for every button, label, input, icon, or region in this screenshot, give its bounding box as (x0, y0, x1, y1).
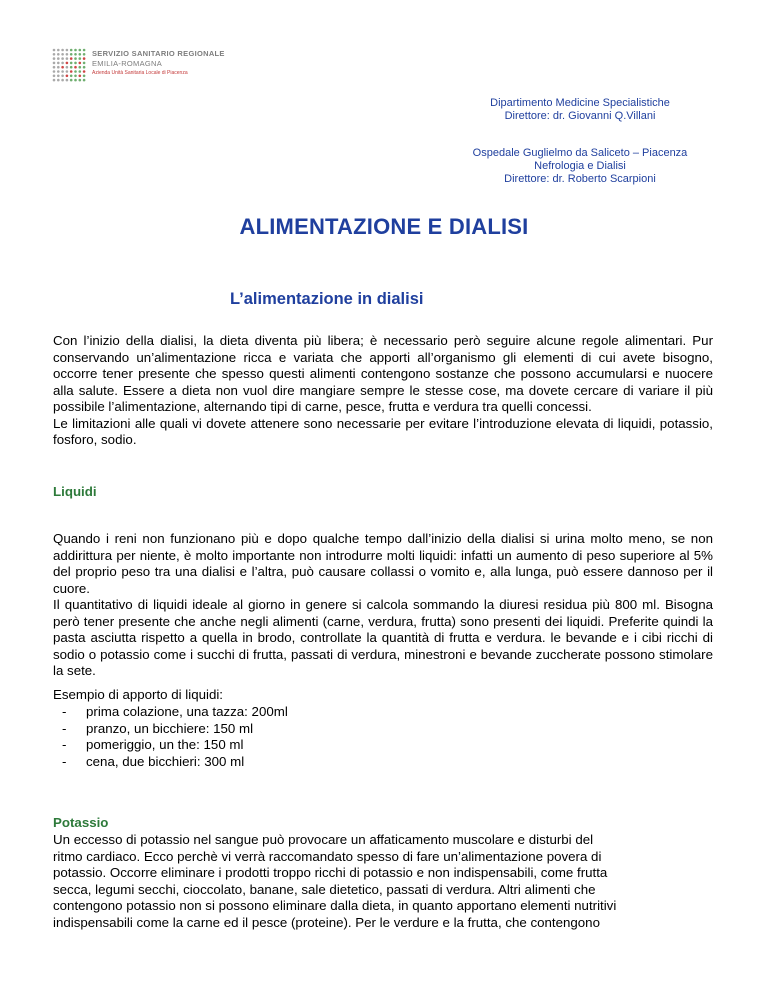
page-title: ALIMENTAZIONE E DIALISI (239, 214, 529, 239)
potassio-line: potassio. Occorre eliminare i prodotti troppo ricchi di potassio e non indispensabili, come frutta (53, 865, 608, 880)
department-header (430, 97, 730, 123)
intro-paragraph (53, 333, 713, 449)
logo-line-1: SERVIZIO SANITARIO REGIONALE (92, 49, 225, 58)
list-item: - pomeriggio, un the: 150 ml (53, 737, 288, 754)
potassio-line: Un eccesso di potassio nel sangue può provocare un affaticamento muscolare e disturbi del (53, 832, 594, 847)
list-item: - pranzo, un bicchiere: 150 ml (53, 721, 288, 738)
potassio-line: indispensabili come la carne ed il pesce (proteine). Per le verdure e la frutta, che contengono (53, 914, 600, 930)
liquidi-example-list (53, 704, 288, 770)
logo (52, 48, 252, 88)
logo-dots-icon (52, 48, 88, 84)
logo-line-2: EMILIA-ROMAGNA (92, 59, 163, 69)
list-item: - cena, due bicchieri: 300 ml (53, 754, 288, 771)
potassio-line: ritmo cardiaco. Ecco perchè vi verrà raccomandato spesso di fare un’alimentazione povera di (53, 848, 602, 864)
section-heading-potassio: Potassio (53, 815, 109, 830)
liquidi-text-2: Il quantitativo di liquidi ideale al giorno in genere si calcola sommando la diuresi residua più 800 ml. Bisogna però tener presente che anche negli alimenti (carne, verdura, frutta) sono presenti dei liquidi. Preferite quindi la pasta asciutta rispetto a quella in brodo, controllate la quantità di frutta e verdura. le bevande e i cibi ricchi di sodio o potassio come i succhi di frutta, passati di verdura, minestroni e bevande zuccherate possono stimolare la sete. (53, 597, 713, 678)
potassio-paragraph (53, 832, 733, 931)
list-item: - prima colazione, una tazza: 200ml (53, 704, 288, 721)
potassio-line: secca, legumi secchi, cioccolato, banane, sale dietetico, passati di verdura. Altri alimenti che (53, 881, 596, 897)
potassio-line: contengono potassio non si possono eliminare dalla dieta, in quanto apportano elementi nutritivi (53, 898, 617, 913)
section-subtitle: L’alimentazione in dialisi (230, 290, 424, 308)
intro-text: Con l’inizio della dialisi, la dieta diventa più libera; è necessario però seguire alcune regole alimentari. Pur conservando un’alimentazione ricca e variata che apporti all’organismo gli elementi di cui avete bisogno, occorre tener presente che spesso questi alimenti contengono sostanze che possono accumularsi e nuocere alla salute. Essere a dieta non vuol dire mangiare sempre le stesse cose, ma dovete cercare di variare il più possibile l’alimentazione, alternando tipi di carne, pesce, frutta e verdura tra quelli concessi. (53, 333, 713, 414)
hospital-header (430, 147, 730, 186)
hospital-name: Ospedale Guglielmo da Saliceto – Piacenza (472, 147, 688, 159)
department-name: Dipartimento Medicine Specialistiche (490, 97, 670, 109)
section-heading-liquidi: Liquidi (53, 484, 97, 499)
liquidi-text-1: Quando i reni non funzionano più e dopo qualche tempo dall’inizio della dialisi si urina molto meno, se non addirittura per niente, è molto importante non introdurre molti liquidi: infatti un aumento di peso superiore al 5% del proprio peso tra una dialisi e l’altra, può causare collassi o vomito e, alla lunga, può essere dannoso per il cuore. (53, 531, 713, 596)
intro-text-2: Le limitazioni alle quali vi dovete attenere sono necessarie per evitare l’introduzione elevata di liquidi, potassio, fosforo, sodio. (53, 415, 713, 447)
unit-director: Direttore: dr. Roberto Scarpioni (504, 173, 656, 185)
department-director: Direttore: dr. Giovanni Q.Villani (504, 110, 656, 122)
liquidi-paragraph (53, 531, 713, 680)
unit-name: Nefrologia e Dialisi (534, 160, 626, 172)
liquidi-example-label: Esempio di apporto di liquidi: (53, 687, 224, 702)
logo-line-3: Azienda Unità Sanitaria Locale di Piacenza (92, 69, 188, 76)
